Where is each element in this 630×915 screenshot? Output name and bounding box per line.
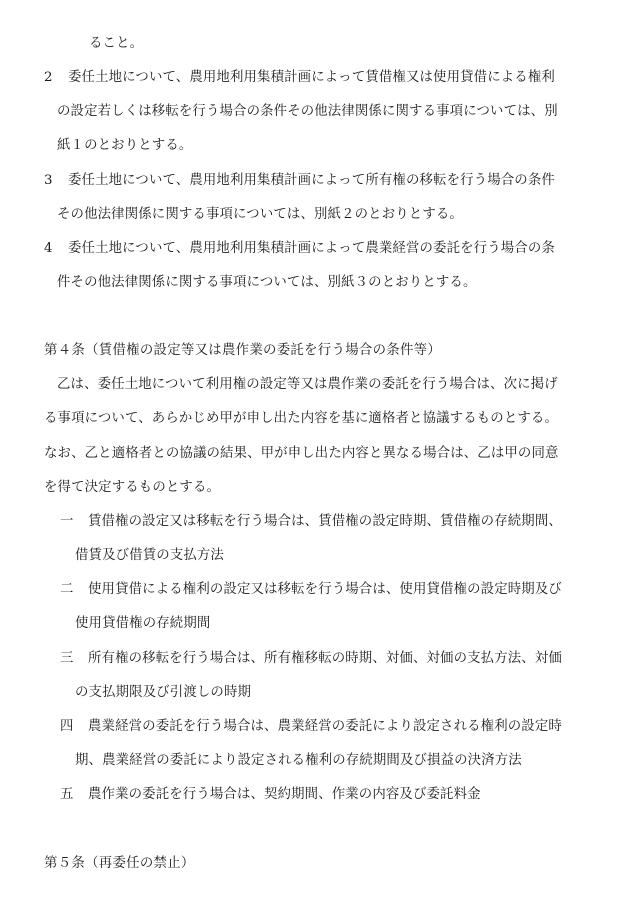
text-line: 乙は、委任土地について利用権の設定等又は農作業の委託を行う場合は、次に掲げ: [57, 377, 558, 392]
subitem-number-1: 一: [60, 514, 74, 529]
text-line: 委任土地について、農用地利用集積計画によって農業経営の委託を行う場合の条: [68, 241, 555, 256]
text-line: 使用貸借による権利の設定又は移転を行う場合は、使用貸借権の設定時期及び: [88, 582, 562, 597]
text-line: 所有権の移転を行う場合は、所有権移転の時期、対価、対価の支払方法、対価: [88, 651, 562, 666]
text-line: 農業経営の委託を行う場合は、農業経営の委託により設定される権利の設定時: [88, 719, 562, 734]
text-line: なお、乙と適格者との協議の結果、甲が申し出た内容と異なる場合は、乙は甲の同意: [44, 446, 559, 461]
text-line: る事項について、あらかじめ甲が申し出た内容を基に適格者と協議するものとする。: [44, 411, 559, 426]
item-number-3: 3: [44, 173, 53, 188]
text-line: 使用貸借権の存続期間: [75, 616, 211, 631]
text-line: 委任土地について、農用地利用集積計画によって賃借権又は使用貸借による権利: [68, 70, 555, 85]
text-line: の設定若しくは移転を行う場合の条件その他法律関係に関する事項については、別: [57, 104, 558, 119]
item-number-4: 4: [44, 241, 53, 256]
text-line: 農作業の委託を行う場合は、契約期間、作業の内容及び委託料金: [88, 787, 481, 802]
text-line: 賃借権の設定又は移転を行う場合は、賃借権の設定時期、賃借権の存続期間、: [88, 514, 562, 529]
subitem-number-4: 四: [60, 719, 74, 734]
subitem-number-5: 五: [60, 787, 74, 802]
article-5-heading: 第５条（再委任の禁止）: [44, 856, 195, 871]
text-line: 借賃及び借賃の支払方法: [75, 548, 224, 563]
text-line: 件その他法律関係に関する事項については、別紙３のとおりとする。: [57, 275, 477, 290]
text-line: 委任土地について、農用地利用集積計画によって所有権の移転を行う場合の条件: [68, 173, 555, 188]
subitem-number-3: 三: [60, 651, 74, 666]
text-line: の支払期限及び引渡しの時期: [75, 685, 252, 700]
text-line: を得て決定するものとする。: [44, 480, 221, 495]
article-4-heading: 第４条（賃借権の設定等又は農作業の委託を行う場合の条件等）: [44, 343, 442, 358]
subitem-number-2: 二: [60, 582, 74, 597]
item-number-2: 2: [44, 70, 53, 85]
text-line: 紙１のとおりとする。: [57, 138, 193, 153]
text-line: その他法律関係に関する事項については、別紙２のとおりとする。: [57, 207, 463, 222]
text-line: 期、農業経営の委託により設定される権利の存続期間及び損益の決済方法: [75, 753, 522, 768]
text-line: ること。: [89, 36, 144, 51]
